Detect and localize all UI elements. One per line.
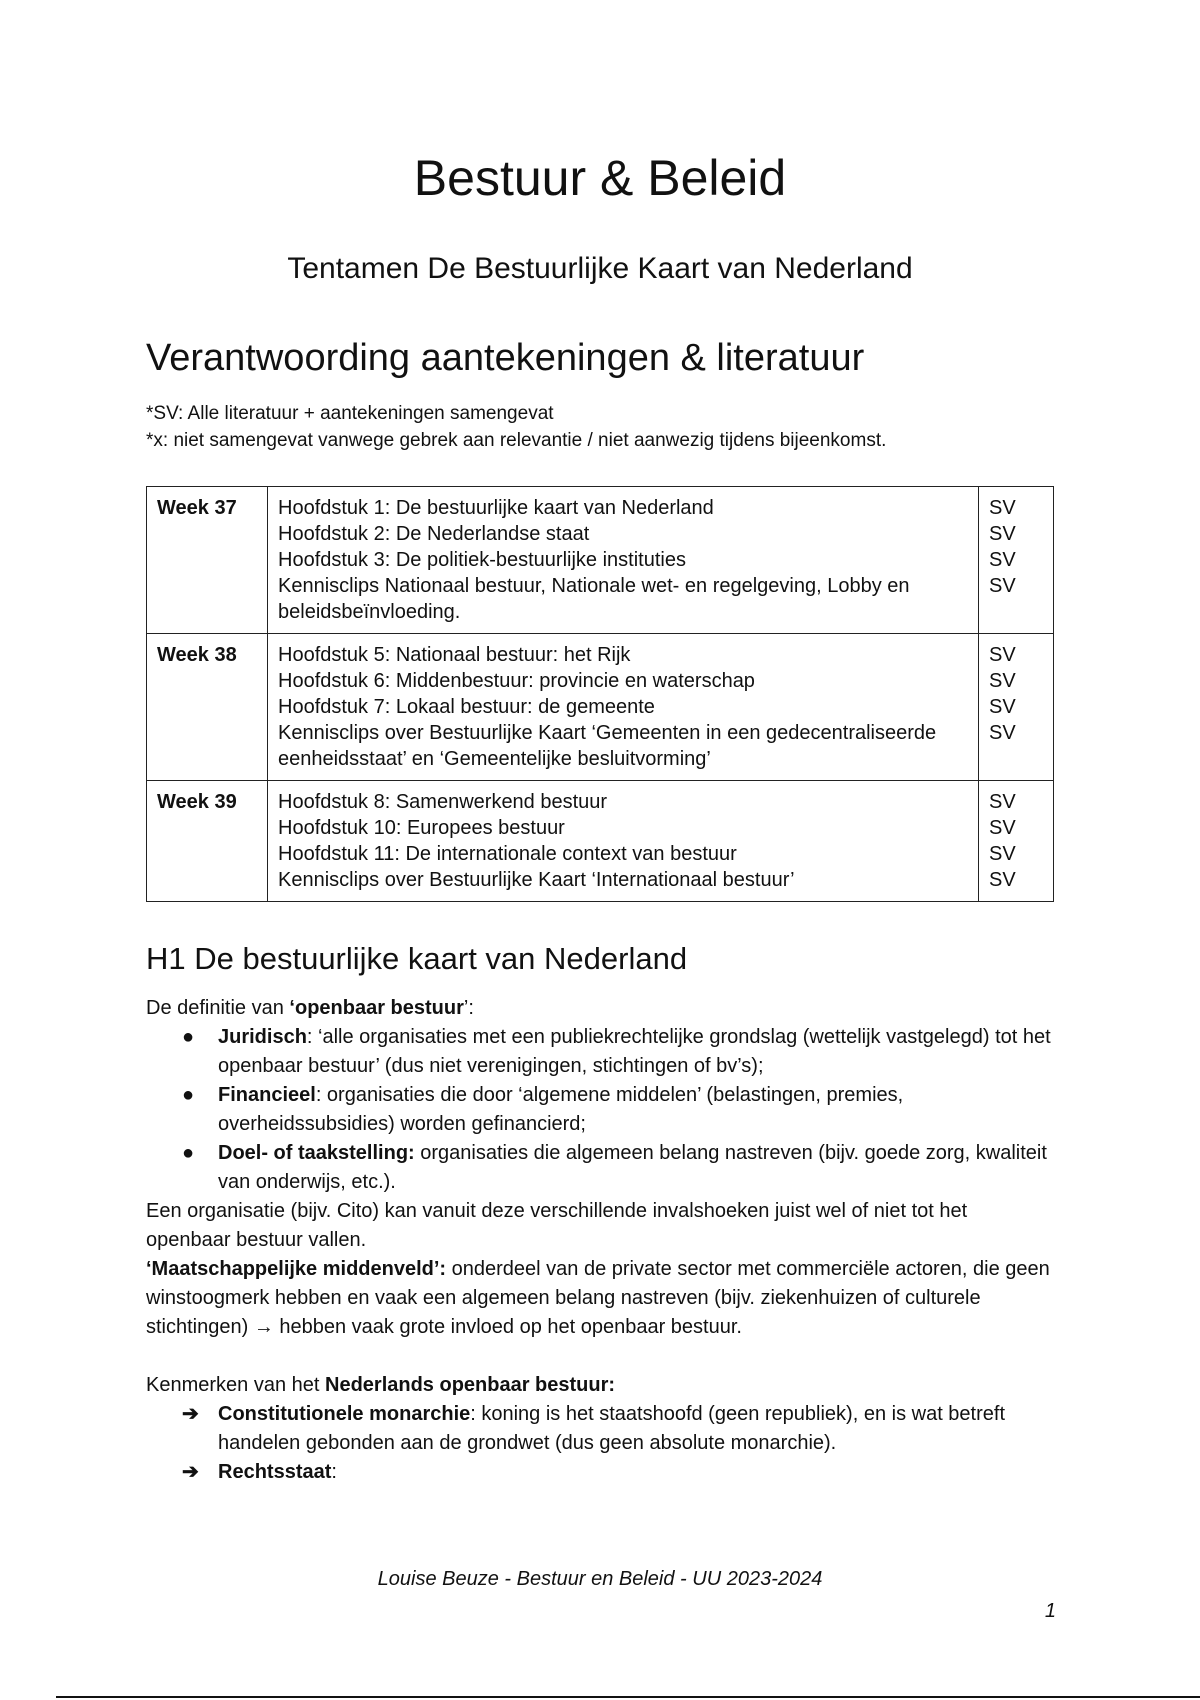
chapter-item: Kennisclips over Bestuurlijke Kaart ‘Internationaal bestuur’ [278,869,795,891]
week-label: Week 39 [147,781,268,902]
item-text: : ‘alle organisaties met een publiekrechtelijke grondslag (wettelijk vastgelegd) tot het openbaar bestuur’ (dus niet verenigingen, stichtingen of bv’s); [218,1026,1051,1077]
chapter-item: Hoofdstuk 10: Europees bestuur [278,817,565,839]
item-term: Doel- of taakstelling: [218,1142,415,1164]
kenmerken-text: Kenmerken van het [146,1374,325,1396]
bullet-dot-icon: ● [182,1084,195,1106]
table-row [147,781,1054,902]
chapter-item: Hoofdstuk 8: Samenwerkend bestuur [278,791,608,813]
section-heading-verantwoording: Verantwoording aantekeningen & literatuur [146,337,865,379]
chapter-item: Hoofdstuk 1: De bestuurlijke kaart van Nederland [278,497,714,519]
kenmerken-term: Nederlands openbaar bestuur: [325,1374,616,1396]
item-text: : koning is het staatshoofd (geen republiek), en is wat betreft handelen gebonden aan de grondwet (dus geen absolute monarchie). [218,1403,1006,1454]
table-row [147,634,1054,781]
item-term: Financieel [218,1084,316,1106]
page-content [146,336,1056,1487]
arrow-right-icon: ➔ [182,1403,199,1425]
item-term: Rechtsstaat [218,1461,332,1483]
chapter-list [268,634,979,781]
legend-note-sv: *SV: Alle literatuur + aantekeningen samengevat [146,403,554,424]
chapter-item: Hoofdstuk 3: De politiek-bestuurlijke instituties [278,549,686,571]
status-value: SV [989,869,1016,891]
status-list [979,634,1054,781]
status-value: SV [989,817,1016,839]
status-value: SV [989,696,1016,718]
status-value: SV [989,791,1016,813]
arrow-right-icon: ➔ [182,1461,199,1483]
list-item [182,1139,1056,1197]
status-value: SV [989,722,1016,744]
paragraph-cito: Een organisatie (bijv. Cito) kan vanuit deze verschillende invalshoeken juist wel of niet tot het openbaar bestuur vallen. [146,1200,968,1251]
kenmerken-list [146,1400,1056,1487]
table-row [147,487,1054,634]
page-footer: Louise Beuze - Bestuur en Beleid - UU 2023-2024 [377,1568,823,1590]
status-value: SV [989,670,1016,692]
list-item [182,1400,1056,1458]
section-heading-h1: H1 De bestuurlijke kaart van Nederland [146,941,688,976]
bullet-dot-icon: ● [182,1142,195,1164]
item-term: Juridisch [218,1026,307,1048]
list-item [182,1023,1056,1081]
spacer [146,1342,1056,1371]
item-text: : [331,1461,337,1483]
page-number: 1 [1044,1600,1056,1622]
chapter-item: Hoofdstuk 6: Middenbestuur: provincie en waterschap [278,670,755,692]
list-item [182,1458,1056,1487]
middenveld-text: onderdeel van de private sector met commerciële actoren, die geen winstoogmerk hebben en vaak een algemeen belang nastreven (bijv. ziekenhuizen of culturele stichtingen) → hebben vaak grote invloed op het openbaar bestuur. [146,1258,1050,1338]
legend-note-x: *x: niet samengevat vanwege gebrek aan relevantie / niet aanwezig tijdens bijeenkomst. [146,430,887,451]
status-value: SV [989,575,1016,597]
page-divider [56,1696,1200,1698]
bullet-dot-icon: ● [182,1026,195,1048]
item-text: : organisaties die door ‘algemene middelen’ (belastingen, premies, overheidssubsidies) worden gefinancierd; [218,1084,904,1135]
item-term: Constitutionele monarchie [218,1403,471,1425]
chapter-list [268,781,979,902]
definition-intro [146,994,1056,1023]
status-list [979,781,1054,902]
status-value: SV [989,549,1016,571]
status-list [979,487,1054,634]
document-subtitle: Tentamen De Bestuurlijke Kaart van Nederland [287,252,913,285]
literature-table [146,486,1054,902]
chapter-item: Hoofdstuk 2: De Nederlandse staat [278,523,590,545]
chapter-item: Hoofdstuk 11: De internationale context van bestuur [278,843,737,865]
kenmerken-intro [146,1371,1056,1400]
week-label: Week 38 [147,634,268,781]
chapter-item: Hoofdstuk 5: Nationaal bestuur: het Rijk [278,644,631,666]
document-title: Bestuur & Beleid [413,150,787,206]
intro-tail: ’: [463,997,474,1019]
status-value: SV [989,523,1016,545]
chapter-item: Kennisclips over Bestuurlijke Kaart ‘Gemeenten in een gedecentraliseerde eenheidsstaat’ en ‘Gemeentelijke besluitvorming’ [278,722,937,770]
week-label: Week 37 [147,487,268,634]
item-text: organisaties die algemeen belang nastreven (bijv. goede zorg, kwaliteit van onderwijs, etc.). [218,1142,1047,1193]
definition-list [146,1023,1056,1197]
chapter-item: Hoofdstuk 7: Lokaal bestuur: de gemeente [278,696,655,718]
status-value: SV [989,843,1016,865]
paragraph-middenveld [146,1255,1056,1342]
intro-term: ‘openbaar bestuur [289,997,464,1019]
list-item [182,1081,1056,1139]
status-value: SV [989,644,1016,666]
intro-text: De definitie van [146,997,290,1019]
status-value: SV [989,497,1016,519]
middenveld-term: ‘Maatschappelijke middenveld’: [146,1258,447,1280]
chapter-item: Kennisclips Nationaal bestuur, Nationale wet- en regelgeving, Lobby en beleidsbeïnvloeding. [278,575,910,623]
chapter-list [268,487,979,634]
